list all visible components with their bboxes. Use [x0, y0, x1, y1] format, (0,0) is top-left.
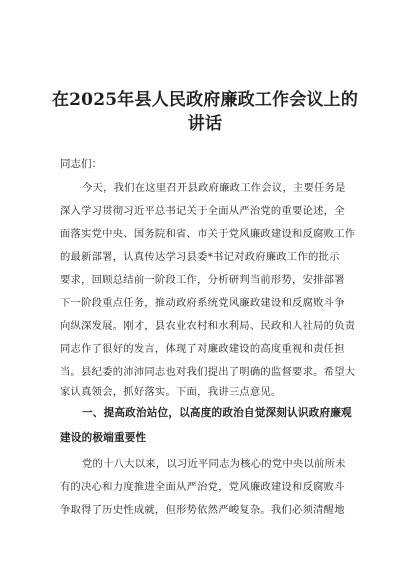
paragraph-1-line: 家认真领会，抓好落实。下面，我讲三点意见。 [60, 386, 282, 398]
paragraph-1-line: 深入学习贯彻习近平总书记关于全面从严治党的重要论述，全 [60, 205, 345, 217]
document-title-line-2: 讲话 [187, 114, 223, 134]
section-heading-1-continuation: 建设的极端重要性 [60, 432, 147, 444]
paragraph-1-line: 的最新部署，认真传达学习县委*书记对政府廉政工作的批示 [60, 251, 340, 263]
paragraph-2-line: 党的十八大以来，以习近平同志为核心的党中央以前所未 [82, 458, 346, 470]
document-title-line-1: 在2025年县人民政府廉政工作会议上的 [51, 90, 359, 110]
paragraph-1-line: 面落实党中央、国务院和省、市关于党风廉政建设和反腐败工作 [60, 228, 356, 240]
paragraph-1-line: 当。县纪委的沛沛同志也对我们提出了明确的监督要求。希望大 [60, 366, 356, 378]
salutation: 同志们： [60, 158, 102, 170]
paragraph-1-line: 今天，我们在这里召开县政府廉政工作会议，主要任务是 [82, 182, 346, 194]
paragraph-1-line: 向纵深发展。刚才，县农业农村和水利局、民政和人社局的负责 [60, 320, 356, 332]
paragraph-1-line: 下一阶段重点任务，推动政府系统党风廉政建设和反腐败斗争 [60, 297, 345, 309]
paragraph-1-line: 同志作了很好的发言，体现了对廉政建设的高度重视和责任担 [60, 343, 345, 355]
paragraph-1-line: 要求，回顾总结前一阶段工作，分析研判当前形势，安排部署 [60, 274, 345, 286]
paragraph-2-line: 争取得了历史性成就，但形势依然严峻复杂。我们必须清醒地 [60, 504, 345, 516]
paragraph-2-line: 有的决心和力度推进全面从严治党，党风廉政建设和反腐败斗 [60, 481, 345, 493]
section-heading-1: 一、提高政治站位，以高度的政治自觉深刻认识政府廉观 [82, 407, 352, 419]
